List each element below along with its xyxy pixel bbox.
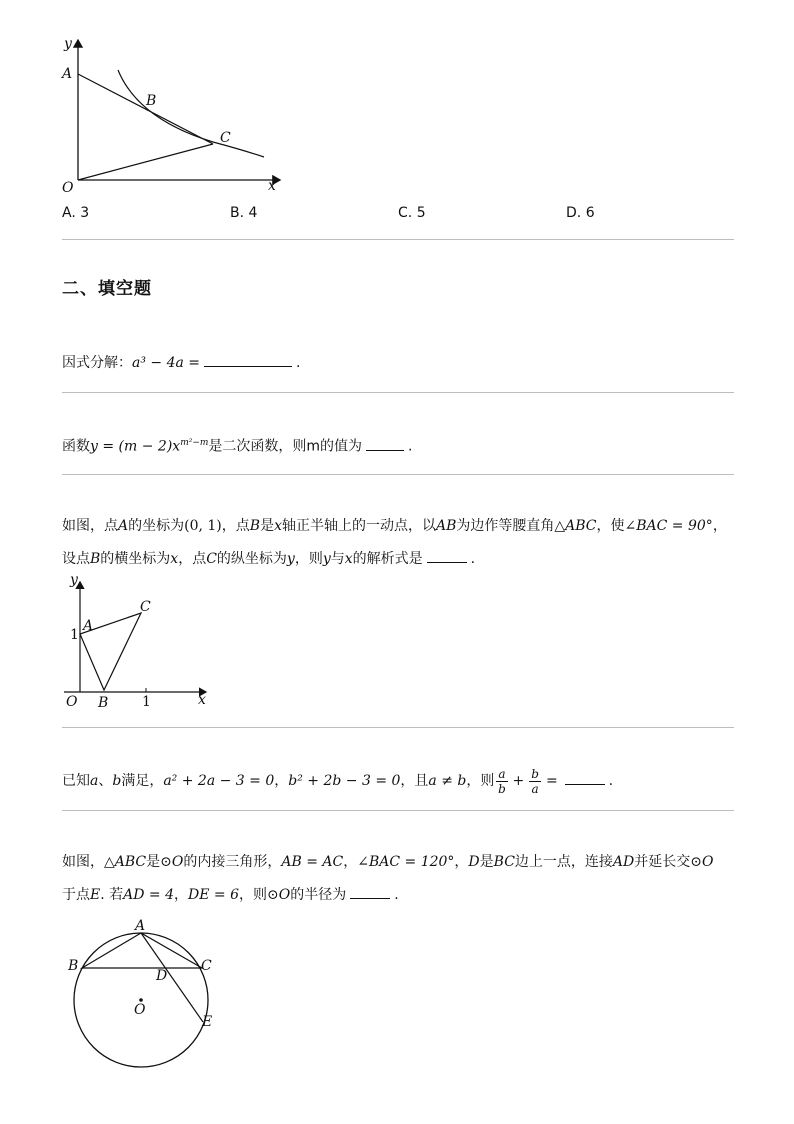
q3-text: 轴正半轴上的一动点，以 [281,518,436,534]
q5-var: AD [612,854,635,870]
label-O: O [134,1002,146,1018]
q4-suffix: . [608,773,614,789]
q3-var: AB [435,518,457,534]
option-d[interactable] [566,204,595,222]
q3-math: ∠BAC = 90° [624,518,713,534]
figure-hyperbola-triangle [58,34,290,196]
q4-text: 满足， [121,773,164,789]
q4-text: 已知 [62,773,90,789]
label-O: O [62,180,74,196]
option-value: 3 [80,205,90,221]
q5-var: D [468,854,480,870]
fraction-denominator: a [531,781,539,796]
q5-text: ，则 [239,887,267,903]
q3-text: ，点 [178,551,207,567]
option-value: 6 [585,205,595,221]
q3-var: x [344,551,353,567]
q5-math: DE = 6 [188,887,239,903]
segment-AE [141,933,203,1022]
question-isosceles-line1 [62,516,727,536]
triangle-ABC [82,933,202,968]
q5-text: 是 [146,854,161,870]
q4-text: ，则 [466,773,495,789]
q3-text: 的横坐标为 [100,551,171,567]
label-E: E [202,1014,213,1030]
q3-text: ，则 [294,551,323,567]
label-C: C [220,130,231,146]
fraction-numerator: b [531,766,539,781]
question-circle-line1 [62,852,713,872]
q5-text: ， [174,887,189,903]
segment-AC [78,74,213,144]
q2-exponent: m²−m [180,438,209,448]
q2-math: y = (m − 2)x [90,438,181,455]
q3-text: 的解析式是 [352,551,423,567]
q3-text: ，使 [596,518,625,534]
label-y: y [64,36,72,52]
question-sum-fractions [62,764,613,798]
divider [62,474,734,475]
q3-var: x [170,551,179,567]
q5-math: ∠BAC = 120° [357,854,455,870]
figure-isosceles-right-triangle [60,570,216,712]
figure-inscribed-triangle-circle [62,914,226,1070]
q3-text: 为边作等腰直角 [456,518,555,534]
q4-var: a [90,773,99,789]
q5-text: ， [454,854,469,870]
q2-prefix: 函数 [62,438,90,455]
section-title: 二、填空题 [62,279,152,299]
label-x: x [198,692,206,708]
answer-blank[interactable] [565,770,605,785]
fraction-denominator: b [498,781,506,796]
q1-math: a³ − 4a = [132,355,201,371]
q5-math: ⊙O [267,887,291,903]
q5-text: 并延长交 [634,854,691,870]
q2-middle: 是二次函数，则m的值为 [208,438,363,455]
divider [62,727,734,728]
label-x: x [268,178,276,194]
q3-text: 的纵坐标为 [216,551,287,567]
q3-text: ， [712,518,727,534]
answer-blank[interactable] [350,884,390,899]
answer-blank[interactable] [204,352,292,367]
q5-text: 的半径为 [290,887,347,903]
question-quadratic [62,433,413,457]
q4-plus: + [512,773,525,789]
label-C: C [201,958,212,974]
option-value: 5 [416,205,426,221]
q3-text: 是 [260,518,275,534]
label-C: C [140,599,151,615]
q5-text: 是 [479,854,494,870]
fraction-a-over-b [496,767,507,796]
q3-math: △ABC [554,518,597,534]
label-one-x: 1 [142,694,151,710]
q5-math: ⊙O [160,854,184,870]
answer-blank[interactable] [427,548,467,563]
q5-text: 如图， [62,854,104,870]
label-A: A [62,66,73,82]
label-O: O [66,694,78,710]
q3-suffix: . [470,551,476,567]
option-b[interactable] [230,204,257,222]
q3-text: 与 [330,551,345,567]
option-letter: C. [398,205,413,221]
q3-coord: (0, 1) [184,518,222,534]
label-A: A [83,618,94,634]
q1-prefix: 因式分解： [62,355,132,371]
option-a[interactable] [62,204,89,222]
q4-text: ，且 [400,773,429,789]
divider [62,392,734,393]
q3-var: C [206,551,217,567]
q3-var: y [322,551,331,567]
q2-suffix: . [408,438,413,455]
option-value: 4 [248,205,258,221]
q5-text: 于点 [62,887,90,903]
q3-text: ，点 [221,518,250,534]
q5-text: 的内接三角形， [183,854,282,870]
answer-blank[interactable] [366,436,404,451]
q3-text: 设点 [62,551,90,567]
fraction-numerator: a [498,766,506,781]
label-one-y: 1 [70,627,79,643]
q3-var: B [90,551,101,567]
divider [62,239,734,240]
label-B: B [68,958,79,974]
label-A: A [135,918,146,934]
q5-math: AD = 4 [123,887,175,903]
q5-var: BC [493,854,515,870]
label-B: B [146,93,157,109]
q3-var: A [118,518,129,534]
fraction-b-over-a [529,767,541,796]
q3-var: x [274,518,282,534]
option-letter: B. [230,205,245,221]
q4-equation: a² + 2a − 3 = 0 [163,773,275,789]
q5-text: 边上一点，连接 [514,854,613,870]
q3-var: B [249,518,261,534]
q4-inequality: a ≠ b [428,773,467,789]
q3-var: y [286,551,295,567]
divider [62,810,734,811]
label-B: B [98,695,109,711]
q5-var: E [90,887,101,903]
label-D: D [156,968,168,984]
option-letter: D. [566,205,582,221]
label-y: y [70,572,78,588]
q5-text: ， [343,854,358,870]
hyperbola-curve [118,70,264,157]
q5-text: . 若 [100,887,124,903]
q4-var: b [112,773,122,789]
segment-OC [78,144,213,180]
question-factorize [62,352,300,373]
option-letter: A. [62,205,76,221]
q3-text: 如图，点 [62,518,118,534]
q5-suffix: . [394,887,399,903]
q5-math: △ABC [104,854,147,870]
option-c[interactable] [398,204,426,222]
q4-text: 、 [98,773,113,789]
q1-suffix: . [296,355,301,371]
q5-math: ⊙O [690,854,714,870]
q4-equals: = [545,773,558,789]
q4-equation: b² + 2b − 3 = 0 [288,773,401,789]
question-isosceles-line2 [62,548,475,569]
q5-math: AB = AC [281,854,344,870]
q4-text: ， [274,773,289,789]
question-circle-line2 [62,884,399,905]
q3-text: 的坐标为 [128,518,185,534]
